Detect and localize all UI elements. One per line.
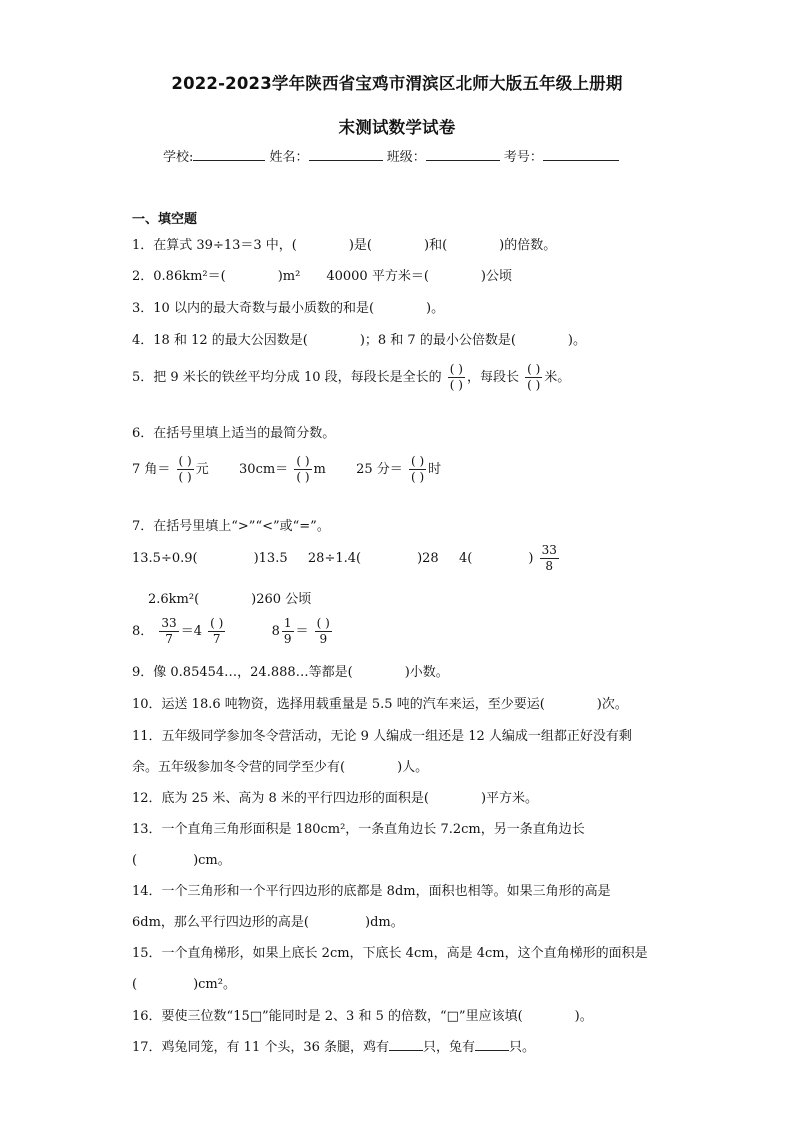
name-label: 姓名： bbox=[269, 150, 309, 165]
question-5: 5．把 9 米长的铁丝平均分成 10 段，每段长是全长的 $\frac{( )}{( )}$ ，每段长 $\frac{( )}{( )}$ 米。 bbox=[132, 362, 571, 392]
question-11: 11．五年级同学参加冬令营活动，无论 9 人编成一组还是 12 人编成一组都正好没有剩 bbox=[132, 729, 632, 744]
question-16: 16．要使三位数“15□”能同时是 2、3 和 5 的倍数，“□”里应该填( )。 bbox=[132, 1009, 593, 1024]
question-6: 6．在括号里填上适当的最简分数。 bbox=[132, 426, 336, 441]
fraction: $\frac{33}{8}$ bbox=[541, 543, 557, 573]
fraction-blank[interactable]: $\frac{( )}{9}$ bbox=[316, 616, 330, 646]
question-17: 17．鸡兔同笼，有 11 个头，36 条腿，鸡有 只，兔有 只。 bbox=[132, 1036, 535, 1055]
question-8: 8． $\frac{33}{7}$ ＝4 $\frac{( )}{7}$ 8 $\frac{1}{9}$ ＝ $\frac{( )}{9}$ bbox=[132, 616, 330, 646]
student-info bbox=[163, 146, 619, 165]
class-label: 班级： bbox=[386, 150, 426, 165]
question-13: 13．一个直角三角形面积是 180cm²，一条直角边长 7.2cm，另一条直角边长 bbox=[132, 822, 585, 837]
question-12: 12．底为 25 米、高为 8 米的平行四边形的面积是( )平方米。 bbox=[132, 791, 539, 806]
question-7: 7．在括号里填上“>”“<”或“=”。 bbox=[132, 519, 330, 534]
answer-blank[interactable] bbox=[475, 1037, 509, 1051]
name-field[interactable] bbox=[309, 147, 383, 161]
question-13-cont: ( )cm。 bbox=[132, 853, 231, 868]
fraction-blank[interactable]: $\frac{( )}{( )}$ bbox=[296, 454, 310, 484]
question-7-items: 13.5÷0.9( )13.5 28÷1.4( )28 4( ) $\frac{33}{8}$ bbox=[132, 543, 557, 573]
question-6-items: 7 角＝ $\frac{( )}{( )}$ 元 30cm＝ $\frac{( )}{( )}$ m 25 分＝ $\frac{( )}{( )}$ 时 bbox=[132, 454, 442, 484]
page-title-line2: 末测试数学试卷 bbox=[338, 118, 456, 137]
question-3: 3．10 以内的最大奇数与最小质数的和是( )。 bbox=[132, 301, 445, 316]
fraction-blank[interactable]: $\frac{( )}{( )}$ bbox=[410, 454, 425, 484]
question-14-cont: 6dm，那么平行四边形的高是( )dm。 bbox=[132, 915, 404, 930]
fraction-blank[interactable]: $\frac{( )}{( )}$ bbox=[527, 362, 541, 392]
fraction-blank[interactable]: $\frac{( )}{( )}$ bbox=[178, 454, 192, 484]
exam-no-field[interactable] bbox=[543, 147, 619, 161]
exam-no-label: 考号： bbox=[503, 150, 543, 165]
fraction-blank[interactable]: $\frac{( )}{7}$ bbox=[210, 616, 224, 646]
question-7-extra: 2.6km²( )260 公顷 bbox=[148, 592, 312, 607]
question-9: 9．像 0.85454…，24.888…等都是( )小数。 bbox=[132, 665, 449, 680]
question-4: 4．18 和 12 的最大公因数是( )；8 和 7 的最小公倍数是( )。 bbox=[132, 333, 586, 348]
question-14: 14．一个三角形和一个平行四边形的底都是 8dm，面积也相等。如果三角形的高是 bbox=[132, 884, 611, 899]
school-field[interactable] bbox=[193, 147, 265, 161]
question-11-cont: 余。五年级参加冬令营的同学至少有( )人。 bbox=[132, 760, 429, 775]
question-2: 2．0.86km²＝( )m² 40000 平方米＝( )公顷 bbox=[132, 269, 512, 284]
fraction: $\frac{33}{7}$ bbox=[161, 616, 177, 646]
class-field[interactable] bbox=[426, 147, 500, 161]
fraction: $\frac{1}{9}$ bbox=[283, 616, 292, 646]
school-label: 学校: bbox=[163, 150, 194, 165]
question-10: 10．运送 18.6 吨物资，选择用载重量是 5.5 吨的汽车来运，至少要运( )次。 bbox=[132, 697, 628, 712]
question-15-cont: ( )cm²。 bbox=[132, 977, 236, 992]
fraction-blank[interactable]: $\frac{( )}{( )}$ bbox=[449, 362, 463, 392]
question-1: 1．在算式 39÷13＝3 中，( )是( )和( )的倍数。 bbox=[132, 238, 557, 253]
page-title: 2022-2023学年陕西省宝鸡市渭滨区北师大版五年级上册期 bbox=[171, 74, 623, 93]
answer-blank[interactable] bbox=[389, 1037, 423, 1051]
section-title: 一、填空题 bbox=[132, 212, 198, 227]
question-15: 15．一个直角梯形，如果上底长 2cm，下底长 4cm，高是 4cm，这个直角梯形的面积是 bbox=[132, 946, 648, 961]
